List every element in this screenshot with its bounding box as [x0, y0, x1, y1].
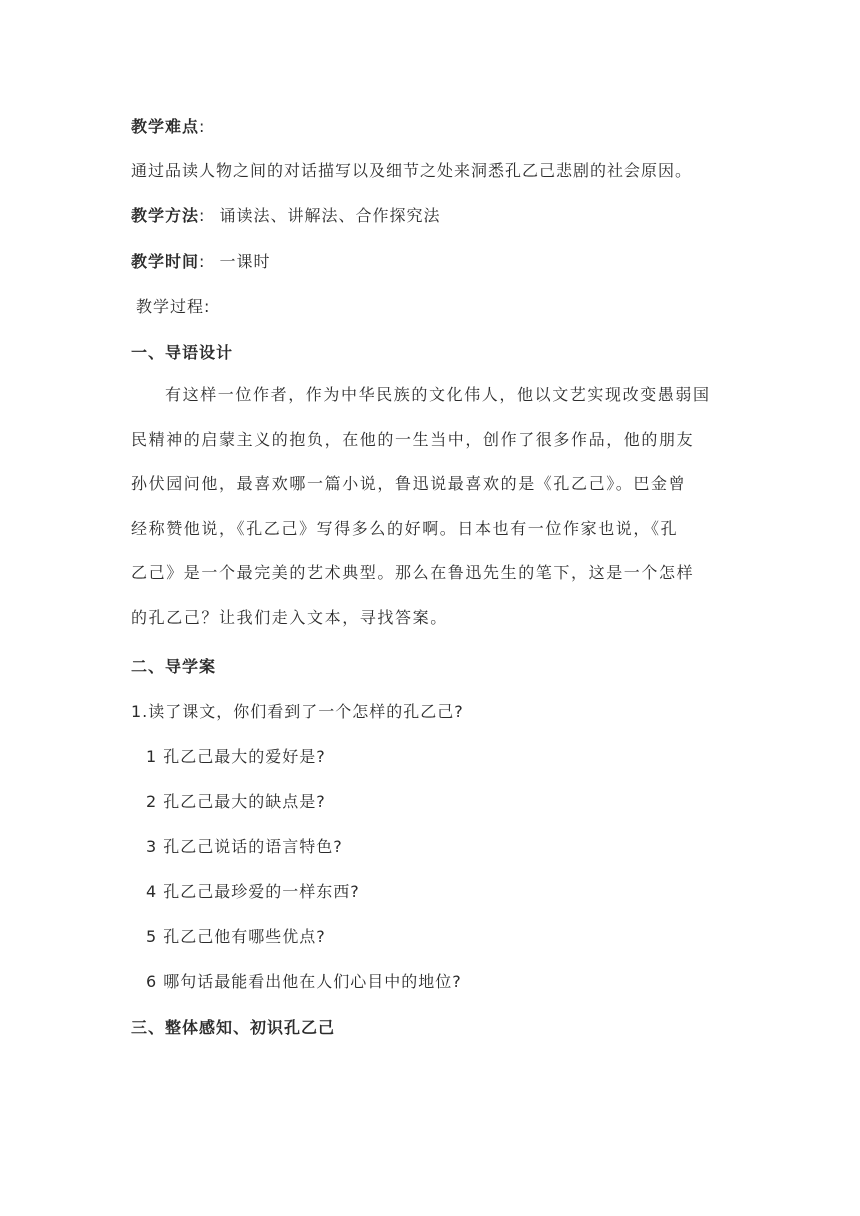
method-colon: :: [199, 206, 206, 225]
difficulty-heading-line: [131, 116, 205, 138]
process-label: 教学过程:: [136, 297, 211, 316]
section3-heading: 三、整体感知、初识孔乙己: [131, 1018, 336, 1037]
time-line: [131, 251, 271, 273]
difficulty-heading: 教学难点: [131, 117, 200, 136]
paragraph-line: 的孔乙己？让我们走入文本，寻找答案。: [131, 607, 448, 627]
paragraph-line: 有这样一位作者，作为中华民族的文化伟人，他以文艺实现改变愚弱国: [165, 385, 711, 404]
question-intro: 1.读了课文，你们看到了一个怎样的孔乙己?: [131, 702, 464, 721]
question-item: 5 孔乙己他有哪些优点?: [146, 927, 326, 946]
difficulty-colon: :: [199, 117, 206, 136]
question-item: 1 孔乙己最大的爱好是?: [146, 747, 326, 766]
paragraph-line: 孙伏园问他，最喜欢哪一篇小说，鲁迅说最喜欢的是《孔乙己》。巴金曾: [131, 474, 687, 493]
method-line: [131, 205, 441, 227]
question-item: 2 孔乙己最大的缺点是?: [146, 792, 326, 811]
difficulty-text: 通过品读人物之间的对话描写以及细节之处来洞悉孔乙己悲剧的社会原因。: [131, 161, 693, 180]
method-heading: 教学方法: [131, 206, 200, 225]
time-text: 一课时: [219, 252, 271, 271]
paragraph-line: 乙己》是一个最完美的艺术典型。那么在鲁迅先生的笔下，这是一个怎样: [131, 563, 695, 582]
method-text: 诵读法、讲解法、合作探究法: [219, 206, 441, 225]
section1-paragraph: [131, 373, 731, 640]
section1-heading: 一、导语设计: [131, 343, 234, 362]
question-item: 6 哪句话最能看出他在人们心目中的地位?: [146, 972, 462, 991]
section2-heading: 二、导学案: [131, 657, 217, 676]
time-heading: 教学时间: [131, 252, 200, 271]
question-item: 4 孔乙己最珍爱的一样东西?: [146, 882, 360, 901]
paragraph-line: 民精神的启蒙主义的抱负，在他的一生当中，创作了很多作品，他的朋友: [131, 429, 695, 449]
paragraph-line: 经称赞他说，《孔乙己》写得多么的好啊。日本也有一位作家也说，《孔: [131, 518, 679, 538]
question-item: 3 孔乙己说话的语言特色?: [146, 837, 343, 856]
time-colon: :: [199, 252, 206, 271]
